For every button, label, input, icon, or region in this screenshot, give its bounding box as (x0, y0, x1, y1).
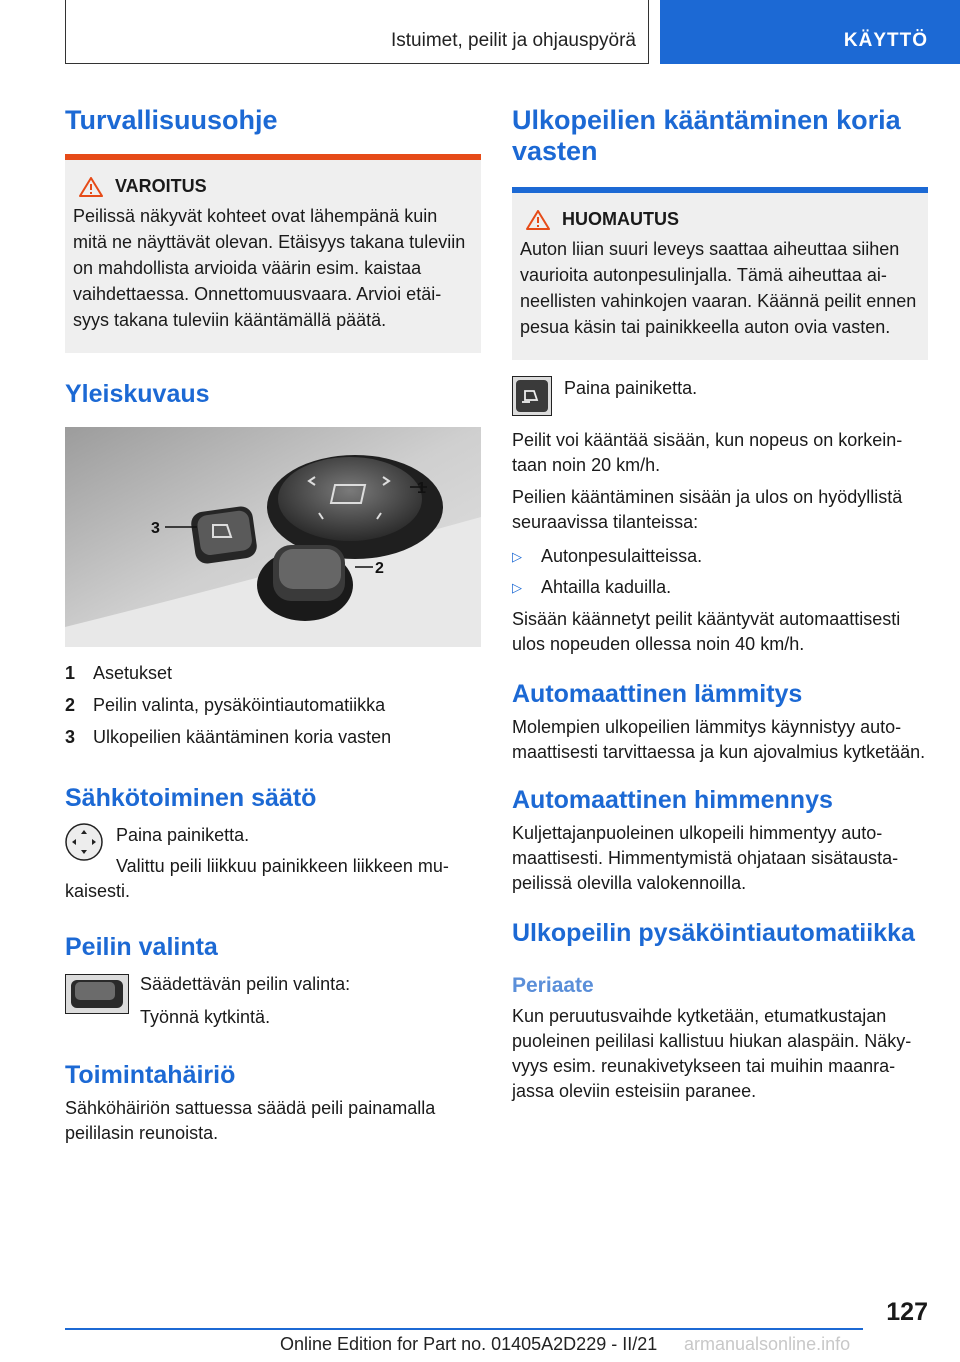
mirror-select-switch-icon (65, 974, 129, 1014)
bullet-text: Autonpesulaitteissa. (541, 546, 703, 566)
heading-fold-mirrors: Ulkopeilien kääntäminen koria vasten (512, 105, 901, 166)
heading-safety: Turvallisuusohje (65, 105, 278, 135)
heading-auto-heating: Automaattinen lämmitys (512, 680, 803, 708)
notice-box (512, 187, 928, 360)
photo-label-2: 2 (375, 560, 384, 577)
left-column (65, 100, 481, 1146)
heading-malfunction: Toimintahäiriö (65, 1061, 236, 1089)
legend-text: Asetukset (93, 663, 173, 683)
electric-adjust-block (65, 823, 481, 904)
page-number: 127 (886, 1298, 928, 1326)
fold-button-row (512, 376, 928, 416)
auto-dimming-text: Kuljettajanpuoleinen ulkopeili himmentyy automaattisesti. Himmentymistä ohjataan sisätaustapeilissä olevilla valokennoilla. (512, 823, 899, 893)
bullet-triangle-icon: ▷ (512, 580, 522, 595)
mirror-control-photo (65, 427, 481, 647)
photo-legend (65, 657, 481, 753)
heading-electric-adjust: Sähkötoiminen säätö (65, 784, 317, 812)
heading-parking-function: Ulkopeilin pysäköintiautomatiikka (512, 919, 915, 947)
bullet-item (512, 572, 928, 603)
mirror-select-step: Työnnä kytkintä. (140, 1007, 271, 1027)
warning-title: VAROITUS (115, 176, 207, 196)
fold-text-speed: Peilit voi kääntää sisään, kun nopeus on korkeintaan noin 20 km/h. (512, 430, 903, 475)
bullet-text: Ahtailla kaduilla. (541, 577, 672, 597)
bullet-triangle-icon: ▷ (512, 549, 522, 564)
principle-text: Kun peruutusvaihde kytketään, etumatkustajan puoleinen peililasi kallistuu hiukan alaspäin. Näkyvyys esim. reunakivetykseen tai muihin maanrajassa oleviin esteisiin paranee. (512, 1006, 912, 1101)
mirror-select-desc: Säädettävän peilin valinta: (140, 974, 351, 994)
bullet-item (512, 541, 928, 572)
fold-mirror-button-icon (512, 376, 552, 416)
footer-watermark: armanualsonline.info (684, 1334, 851, 1354)
legend-number: 3 (65, 727, 76, 747)
legend-item (65, 721, 481, 753)
notice-triangle-icon (526, 210, 550, 230)
legend-text: Peilin valinta, pysäköintiautomatiikka (93, 695, 386, 715)
adjust-joystick-icon (65, 823, 103, 861)
heading-principle: Periaate (512, 974, 594, 997)
legend-item (65, 689, 481, 721)
fold-text-auto-out: Sisään käännetyt peilit kääntyvät automaattisesti ulos nopeuden ollessa noin 40 km/h. (512, 609, 901, 654)
notice-title-row (526, 209, 918, 230)
header-section-box (65, 0, 649, 64)
legend-text: Ulkopeilien kääntäminen koria vasten (93, 727, 392, 747)
legend-number: 1 (65, 663, 76, 683)
electric-adjust-step: Paina painiketta. (116, 825, 250, 845)
mirror-select-block (65, 972, 481, 1030)
heading-auto-dimming: Automaattinen himmennys (512, 786, 833, 814)
warning-text: Peilissä näkyvät kohteet ovat lähempänä kuin mitä ne näyttävät olevan. Etäisyys takana tuleviin on mahdollista arvioida väärin esim. kaistaa vaihdettaessa. Onnettomuusvaara. Arvioi etäisyys takana tuleviin kääntämällä päätä. (73, 206, 466, 330)
heading-mirror-select: Peilin valinta (65, 933, 218, 961)
right-column (512, 100, 928, 1104)
warning-title-row (79, 176, 471, 197)
header-chapter-label: KÄYTTÖ (843, 30, 928, 51)
heading-overview: Yleiskuvaus (65, 380, 210, 408)
malfunction-text: Sähköhäiriön sattuessa säädä peili painamalla peililasin reunoista. (65, 1098, 436, 1143)
footer-divider (65, 1328, 863, 1330)
fold-text-situations: Peilien kääntäminen sisään ja ulos on hyödyllistä seuraavissa tilanteissa: (512, 487, 903, 532)
warning-triangle-icon (79, 177, 103, 197)
warning-box (65, 154, 481, 353)
legend-number: 2 (65, 695, 76, 715)
notice-title: HUOMAUTUS (562, 209, 679, 229)
notice-text: Auton liian suuri leveys saattaa aiheuttaa siihen vaurioita autonpesulinjalla. Tämä aiheuttaa aineellisten vahinkojen vaaran. Käännä peilit ennen pesua käsin tai painikkeella auton ovia vasten. (520, 239, 917, 337)
footer-edition: Online Edition for Part no. 01405A2D229 - II/21 (280, 1334, 658, 1354)
header-section-title: Istuimet, peilit ja ohjauspyörä (390, 30, 636, 51)
photo-label-1: 1 (417, 480, 426, 497)
auto-heating-text: Molempien ulkopeilien lämmitys käynnistyy automaattisesti tarvittaessa ja kun ajovalmius kytketään. (512, 717, 926, 762)
header-chapter-tab (660, 0, 960, 64)
electric-adjust-desc: Valittu peili liikkuu painikkeen liikkeen mukaisesti. (65, 856, 449, 901)
legend-item (65, 657, 481, 689)
fold-button-step: Paina painiketta. (564, 378, 698, 398)
photo-label-3: 3 (151, 520, 160, 537)
